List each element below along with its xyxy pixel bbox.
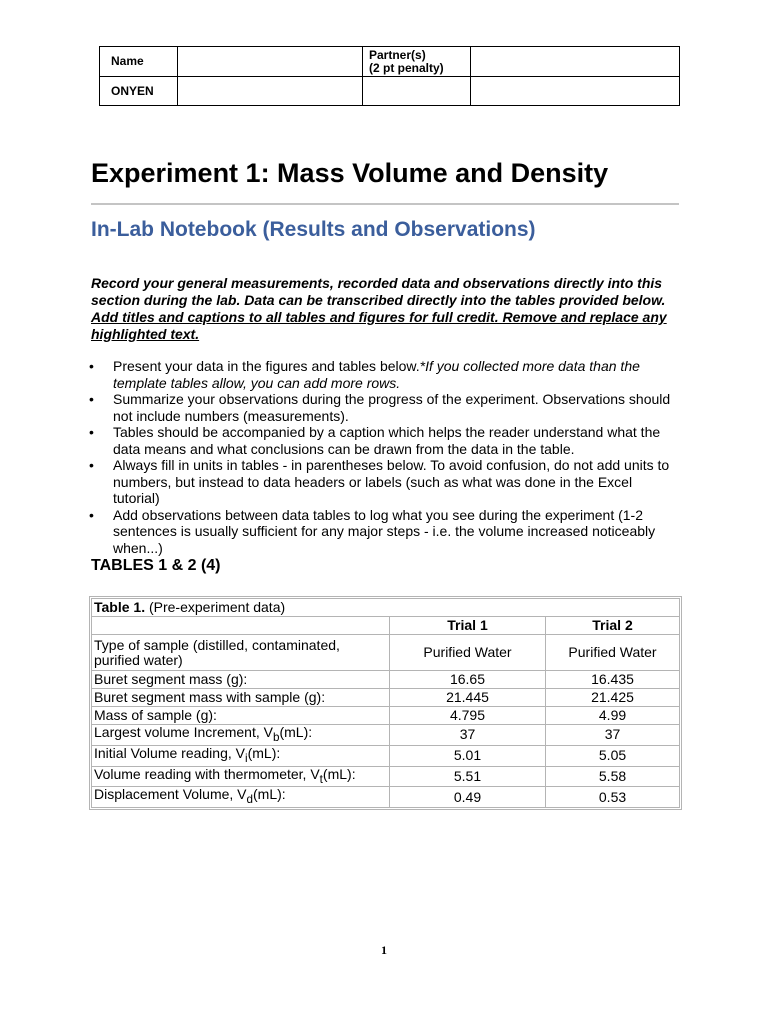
trial-1-value[interactable]: 4.795 xyxy=(390,707,546,725)
row-label-main: Volume reading with thermometer, V xyxy=(94,765,320,782)
name-label: Name xyxy=(100,47,178,77)
guidelines-list xyxy=(91,358,681,556)
row-label-unit: (mL): xyxy=(247,744,281,761)
list-item-italic-note: *If you collected more data than the template tables allow, you can add more rows. xyxy=(113,358,640,391)
header-trial-1: Trial 1 xyxy=(390,617,546,635)
row-label-main: Initial Volume reading, V xyxy=(94,744,245,761)
table-row xyxy=(92,787,680,808)
instructions-paragraph xyxy=(91,275,681,343)
list-item xyxy=(91,391,681,424)
row-label-unit: (mL): xyxy=(322,765,356,782)
table-row xyxy=(92,766,680,787)
onyen-label: ONYEN xyxy=(100,77,178,106)
list-item xyxy=(91,424,681,457)
onyen-field[interactable] xyxy=(178,77,363,106)
trial-1-value[interactable]: 0.49 xyxy=(390,787,546,808)
row-label-subscript: t xyxy=(319,772,323,786)
table-row xyxy=(92,671,680,689)
table-caption-text: (Pre-experiment data) xyxy=(145,599,286,615)
partner-onyen-field-1[interactable] xyxy=(363,77,471,106)
list-item-text: Tables should be accompanied by a caption which helps the reader understand what the data means and what conclusions can be drawn from the data in the table. xyxy=(113,424,661,457)
list-item-text: Add observations between data tables to log what you see during the experiment (1-2 sentences is usually sufficient for any major steps - i.e. the volume increased noticeably when...) xyxy=(113,506,656,556)
trial-1-value[interactable]: 37 xyxy=(390,725,546,746)
row-label-unit: (mL): xyxy=(253,786,286,803)
row-label-unit: (mL): xyxy=(279,724,313,740)
trial-2-value[interactable]: 5.05 xyxy=(546,745,680,766)
bullet-icon: • xyxy=(89,424,94,440)
table-caption-row xyxy=(92,599,680,617)
page-title: Experiment 1: Mass Volume and Density xyxy=(91,158,609,188)
header-trial-2: Trial 2 xyxy=(546,617,680,635)
row-label-main: Displacement Volume, V xyxy=(94,786,247,803)
page-subtitle: In-Lab Notebook (Results and Observations) xyxy=(91,218,536,241)
table-row xyxy=(92,689,680,707)
row-label: Mass of sample (g): xyxy=(92,707,390,725)
list-item xyxy=(91,457,681,507)
table-row xyxy=(92,745,680,766)
trial-2-value[interactable]: 4.99 xyxy=(546,707,680,725)
header-info-table xyxy=(99,46,680,106)
list-item xyxy=(91,507,681,557)
row-label xyxy=(92,787,390,808)
list-item-text: Present your data in the figures and tables below. xyxy=(113,358,420,374)
title-divider xyxy=(91,203,679,205)
bullet-icon: • xyxy=(89,391,94,407)
trial-1-value[interactable]: 16.65 xyxy=(390,671,546,689)
trial-2-value[interactable]: 21.425 xyxy=(546,689,680,707)
instructions-underlined-text: Add titles and captions to all tables and figures for full credit. Remove and replace any highlighted text. xyxy=(91,309,667,342)
trial-1-value[interactable]: 21.445 xyxy=(390,689,546,707)
row-label-subscript: i xyxy=(244,751,248,765)
table-caption-label: Table 1. xyxy=(94,599,146,615)
trial-2-value[interactable]: 37 xyxy=(546,725,680,746)
list-item-text: Always fill in units in tables - in parentheses below. To avoid confusion, do not add units to numbers, but instead to data headers or labels (such as what was done in the Excel tutorial) xyxy=(113,457,670,506)
section-heading: TABLES 1 & 2 (4) xyxy=(91,557,221,574)
row-label: Buret segment mass (g): xyxy=(92,671,390,689)
row-label: Buret segment mass with sample (g): xyxy=(92,689,390,707)
bullet-icon: • xyxy=(89,358,94,374)
trial-1-value[interactable]: Purified Water xyxy=(390,635,546,671)
table-header-row xyxy=(92,617,680,635)
trial-2-value[interactable]: Purified Water xyxy=(546,635,680,671)
row-label-main: Largest volume Increment, V xyxy=(94,724,273,740)
table-caption xyxy=(92,599,680,617)
row-label-subscript: b xyxy=(272,730,280,744)
partner-label-line1: Partner(s) xyxy=(369,47,426,62)
instructions-text: Record your general measurements, recorded data and observations directly into this section during the lab. Data can be transcribed directly into the tables provided below. xyxy=(91,275,666,308)
row-label xyxy=(92,725,390,746)
list-item-text: Summarize your observations during the progress of the experiment. Observations should not include numbers (measurements). xyxy=(113,391,671,424)
row-label: Type of sample (distilled, contaminated, purified water) xyxy=(92,635,390,671)
page-number: 1 xyxy=(381,943,387,957)
table-header-blank xyxy=(92,617,390,635)
row-label xyxy=(92,745,390,766)
bullet-icon: • xyxy=(89,457,94,473)
partner-label-line2: (2 pt penalty) xyxy=(369,60,444,75)
row-label xyxy=(92,766,390,787)
row-label-subscript: d xyxy=(246,793,254,807)
name-field[interactable] xyxy=(178,47,363,77)
partner-field[interactable] xyxy=(471,47,680,77)
partner-onyen-field-2[interactable] xyxy=(471,77,680,106)
trial-1-value[interactable]: 5.01 xyxy=(390,745,546,766)
table-row xyxy=(92,725,680,746)
trial-1-value[interactable]: 5.51 xyxy=(390,766,546,787)
partner-label xyxy=(363,47,471,77)
bullet-icon: • xyxy=(89,506,94,523)
table-row xyxy=(92,635,680,671)
trial-2-value[interactable]: 0.53 xyxy=(546,787,680,808)
table-1 xyxy=(91,598,680,808)
trial-2-value[interactable]: 5.58 xyxy=(546,766,680,787)
trial-2-value[interactable]: 16.435 xyxy=(546,671,680,689)
list-item xyxy=(91,358,681,391)
table-row xyxy=(92,707,680,725)
